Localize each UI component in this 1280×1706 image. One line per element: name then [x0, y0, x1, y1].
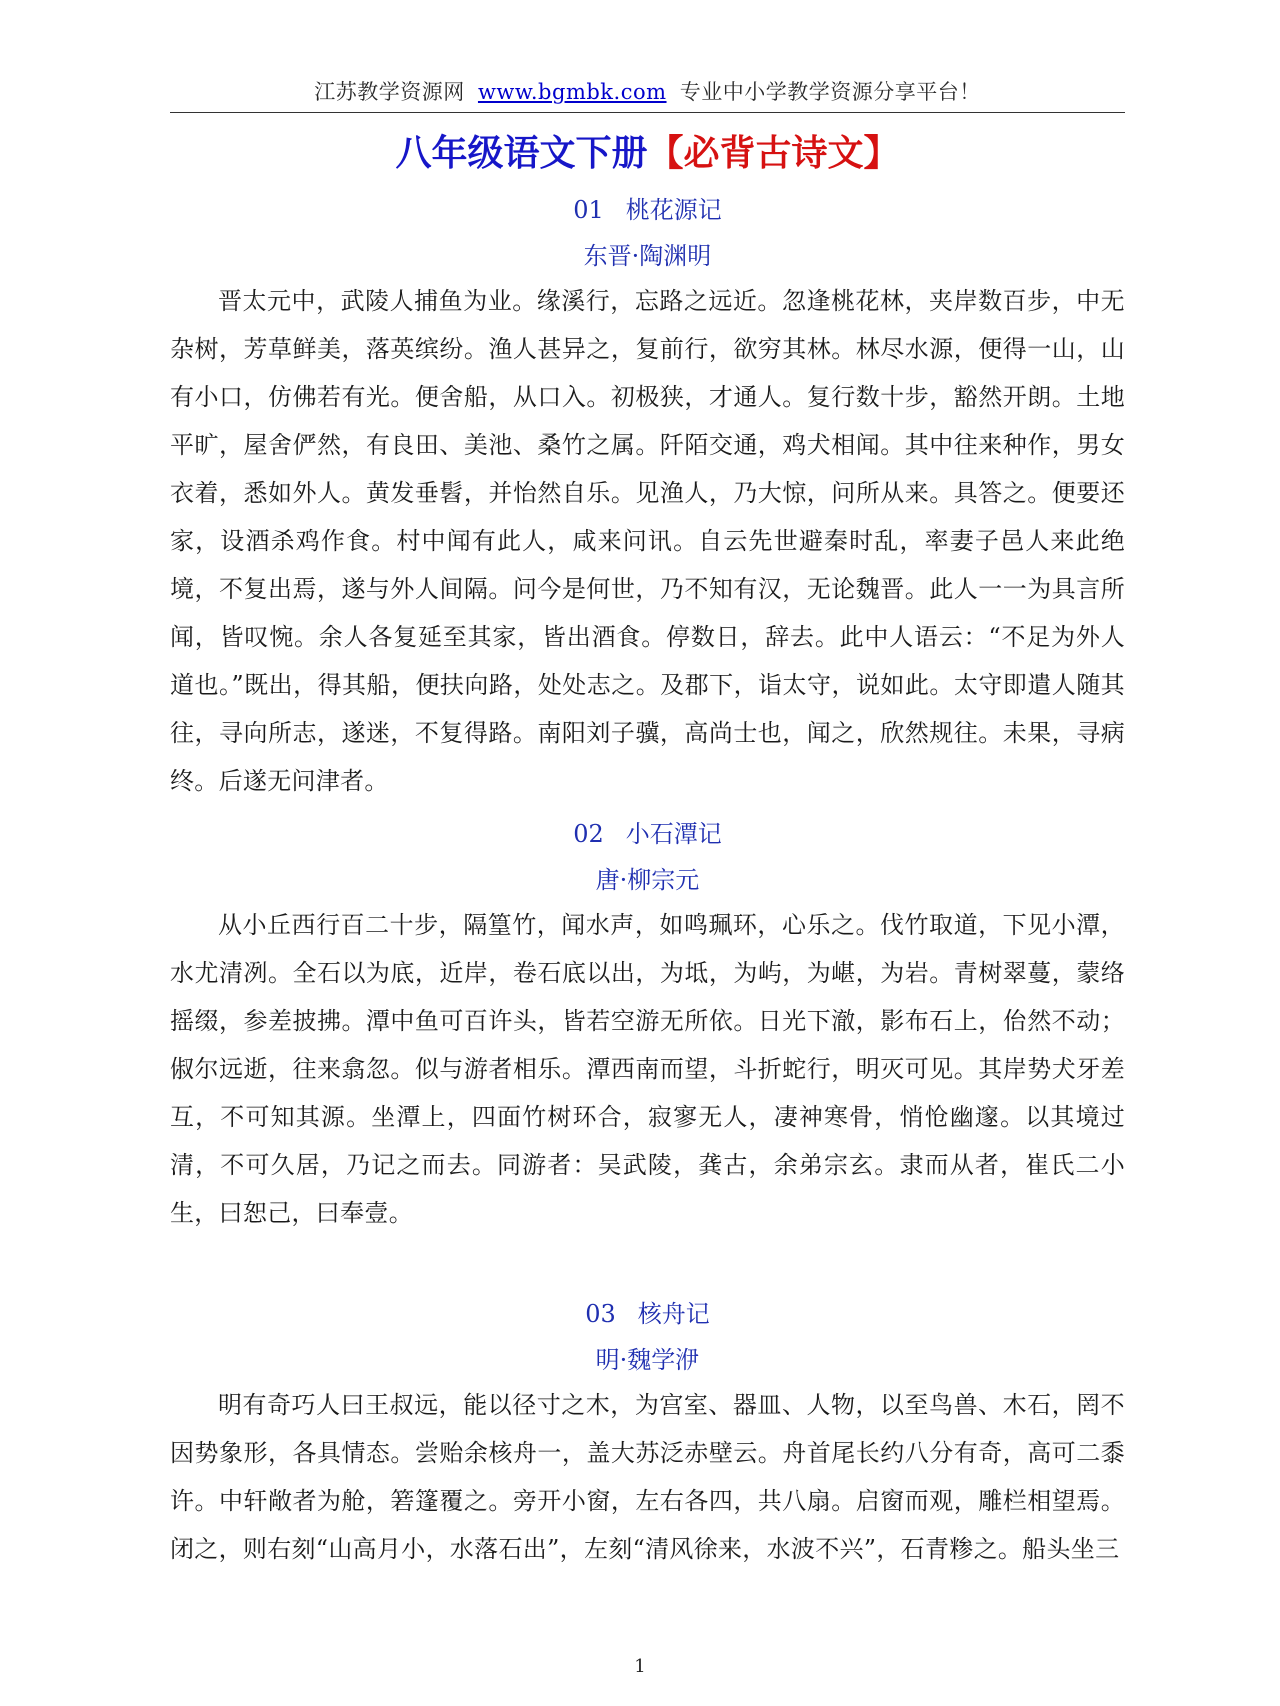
section-text: 明有奇巧人曰王叔远，能以径寸之木，为宫室、器皿、人物，以至鸟兽、木石，罔不因势象形，各具情态。尝贻余核舟一，盖大苏泛赤壁云。舟首尾长约八分有奇，高可二黍许。中轩敞者为舱，箬篷覆之。旁开小窗，左右各四，共八扇。启窗而观，雕栏相望焉。闭之，则右刻“山高月小，水落石出”，左刻“清风徐来，水波不兴”，石青糁之。船头坐三 [170, 1391, 1125, 1563]
section-title [170, 1297, 1125, 1331]
section-xiaoshitanji [170, 817, 1125, 1237]
section-title [170, 193, 1125, 227]
document-title-bracket: 【必背古诗文】 [647, 133, 900, 174]
section-number: 02 [573, 820, 604, 848]
document-title [170, 129, 1125, 179]
section-author: 唐·柳宗元 [595, 866, 700, 894]
section-taohuayuanji [170, 193, 1125, 805]
section-number: 03 [585, 1300, 616, 1328]
page-number: 1 [634, 1656, 646, 1677]
section-author: 东晋·陶渊明 [583, 242, 712, 270]
section-name: 桃花源记 [625, 196, 722, 224]
document-title-main: 八年级语文下册 [395, 133, 648, 174]
section-author: 明·魏学洢 [595, 1346, 700, 1374]
site-name: 江苏教学资源网 [314, 80, 465, 104]
section-text: 晋太元中，武陵人捕鱼为业。缘溪行，忘路之远近。忽逢桃花林，夹岸数百步，中无杂树，芳草鲜美，落英缤纷。渔人甚异之，复前行，欲穷其林。林尽水源，便得一山，山有小口，仿佛若有光。便舍船，从口入。初极狭，才通人。复行数十步，豁然开朗。土地平旷，屋舍俨然，有良田、美池、桑竹之属。阡陌交通，鸡犬相闻。其中往来种作，男女衣着，悉如外人。黄发垂髫，并怡然自乐。见渔人，乃大惊，问所从来。具答之。便要还家，设酒杀鸡作食。村中闻有此人，咸来问讯。自云先世避秦时乱，率妻子邑人来此绝境，不复出焉，遂与外人间隔。问今是何世，乃不知有汉，无论魏晋。此人一一为具言所闻，皆叹惋。余人各复延至其家，皆出酒食。停数日，辞去。此中人语云：“不足为外人道也。”既出，得其船，便扶向路，处处志之。及郡下，诣太守，说如此。太守即遣人随其往，寻向所志，遂迷，不复得路。南阳刘子骥，高尚士也，闻之，欣然规往。未果，寻病终。后遂无问津者。 [170, 287, 1125, 795]
document-page [170, 78, 1125, 1573]
section-hezhouji [170, 1297, 1125, 1573]
page-header [170, 78, 1125, 113]
section-text: 从小丘西行百二十步，隔篁竹，闻水声，如鸣珮环，心乐之。伐竹取道，下见小潭，水尤清冽。全石以为底，近岸，卷石底以出，为坻，为屿，为嵁，为岩。青树翠蔓，蒙络摇缀，参差披拂。潭中鱼可百许头，皆若空游无所依。日光下澈，影布石上，佁然不动；俶尔远逝，往来翕忽。似与游者相乐。潭西南而望，斗折蛇行，明灭可见。其岸势犬牙差互，不可知其源。坐潭上，四面竹树环合，寂寥无人，凄神寒骨，悄怆幽邃。以其境过清，不可久居，乃记之而去。同游者：吴武陵，龚古，余弟宗玄。隶而从者，崔氏二小生，曰恕己，曰奉壹。 [170, 911, 1125, 1227]
site-url-link[interactable]: www.bgmbk.com [477, 80, 667, 104]
site-tagline: 专业中小学教学资源分享平台！ [679, 80, 981, 104]
section-name: 小石潭记 [625, 820, 722, 848]
section-number: 01 [573, 196, 604, 224]
section-title [170, 817, 1125, 851]
section-name: 核舟记 [637, 1300, 710, 1328]
